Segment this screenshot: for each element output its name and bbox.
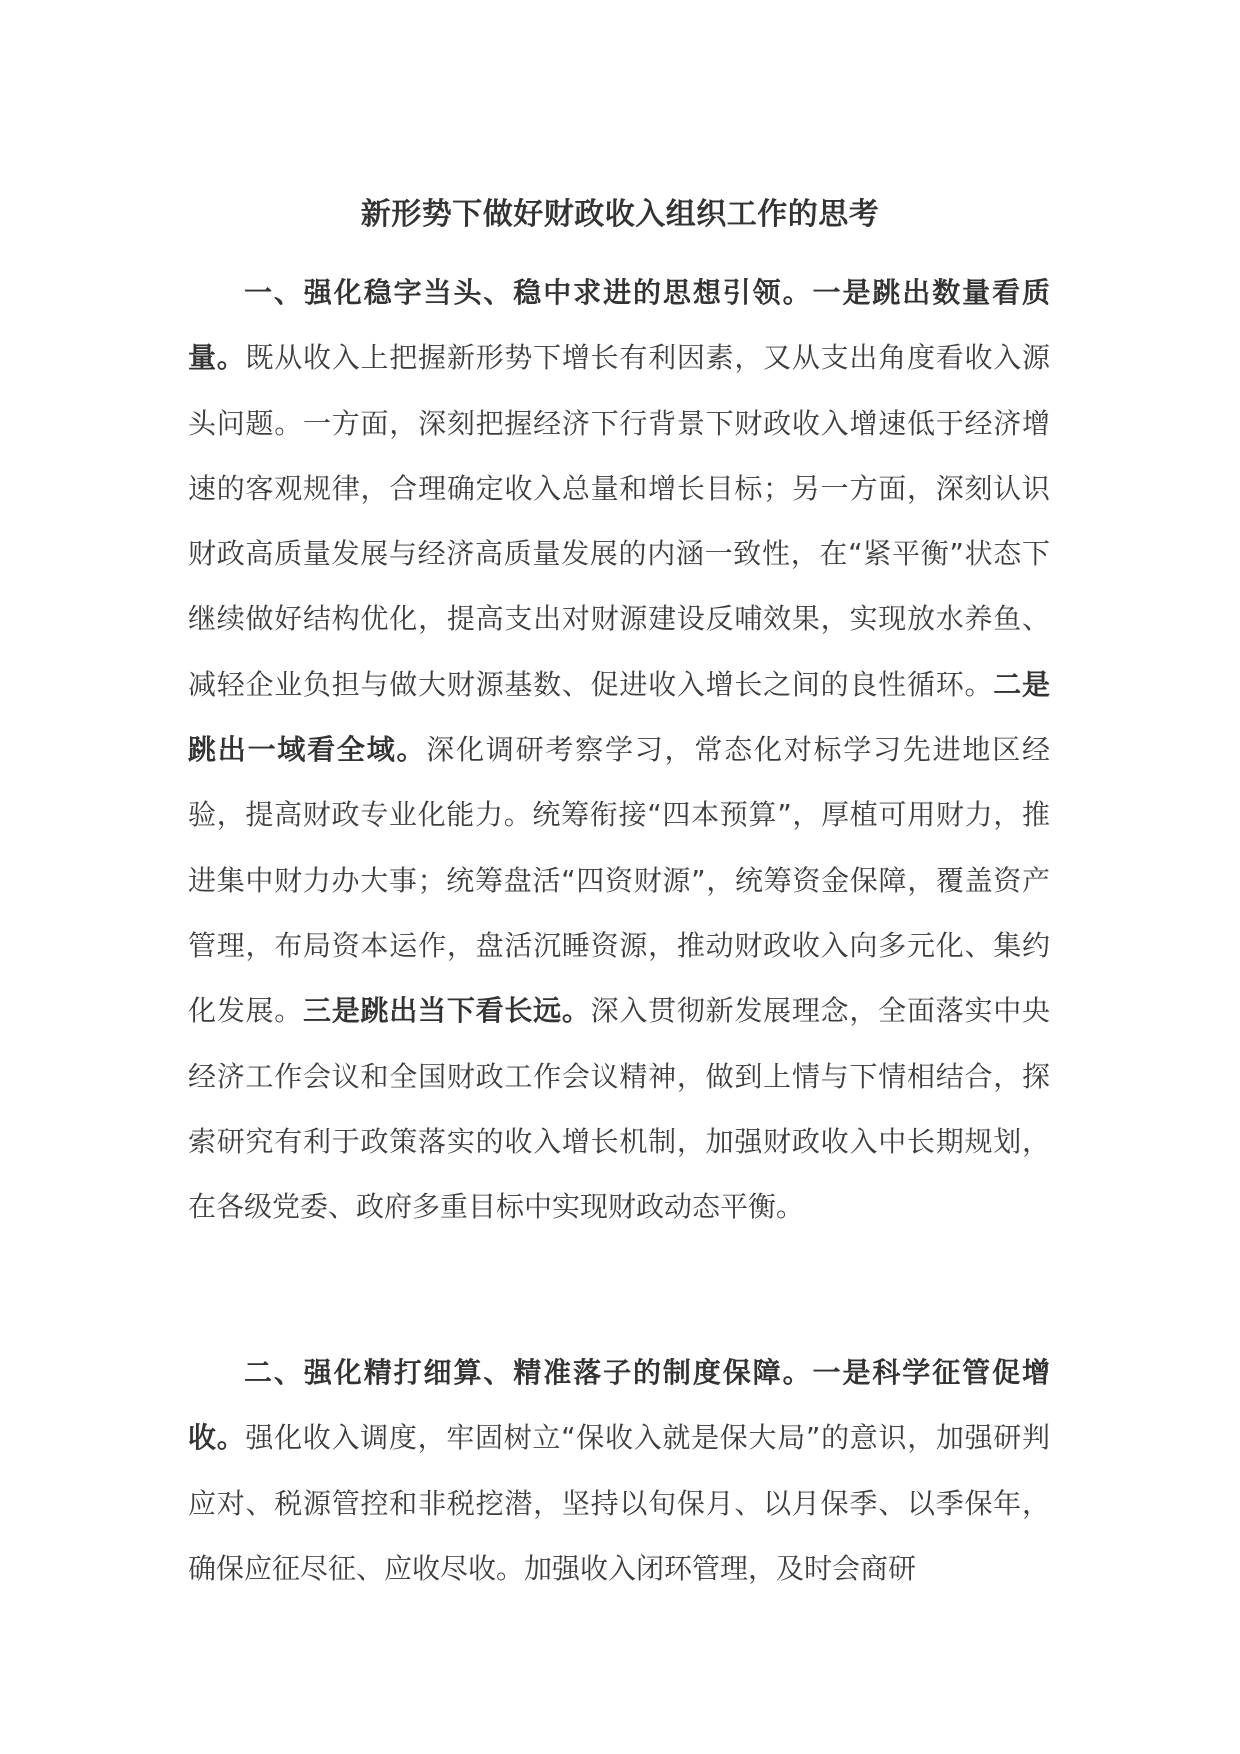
section-1-point-2-label: 二是跳出一域看全域。 [188,667,1050,767]
section-2-paragraph [188,1340,1050,1601]
section-1-point-3-text: 深入贯彻新发展理念，全面落实中央经济工作会议和全国财政工作会议精神，做到上情与下情相结合，探索研究有利于政策落实的收入增长机制，加强财政收入中长期规划，在各级党委、政府多重目标中实现财政动态平衡。 [188,994,1050,1224]
document-title: 新形势下做好财政收入组织工作的思考 [360,197,880,233]
section-1-paragraph [188,260,1050,1239]
section-1-point-2-text: 深化调研考察学习，常态化对标学习先进地区经验，提高财政专业化能力。统筹衔接“四本预算”，厚植可用财力，推进集中财力办大事；统筹盘活“四资财源”，统筹资金保障，覆盖资产管理，布局资本运作，盘活沉睡资源，推动财政收入向多元化、集约化发展。 [188,733,1050,1028]
section-2-point-1-text: 强化收入调度，牢固树立“保收入就是保大局”的意识，加强研判应对、税源管控和非税挖潜，坚持以旬保月、以月保季、以季保年，确保应征尽征、应收尽收。加强收入闭环管理，及时会商研 [188,1421,1050,1585]
section-1-point-1-label: 一是跳出数量看质量。 [188,276,1050,375]
section-1-point-3-label: 三是跳出当下看长远。 [303,994,591,1028]
section-2-heading: 二、强化精打细算、精准落子的制度保障。 [244,1356,813,1389]
section-1-heading: 一、强化稳字当头、稳中求进的思想引领。 [244,276,813,309]
section-1-point-1-text: 既从收入上把握新形势下增长有利因素，又从支出角度看收入源头问题。一方面，深刻把握经济下行背景下财政收入增速低于经济增速的客观规律，合理确定收入总量和增长目标；另一方面，深刻认识财政高质量发展与经济高质量发展的内涵一致性，在“紧平衡”状态下继续做好结构优化，提高支出对财源建设反哺效果，实现放水养鱼、减轻企业负担与做大财源基数、促进收入增长之间的良性循环。 [188,341,1050,701]
section-2-point-1-label: 一是科学征管促增收。 [188,1356,1050,1455]
